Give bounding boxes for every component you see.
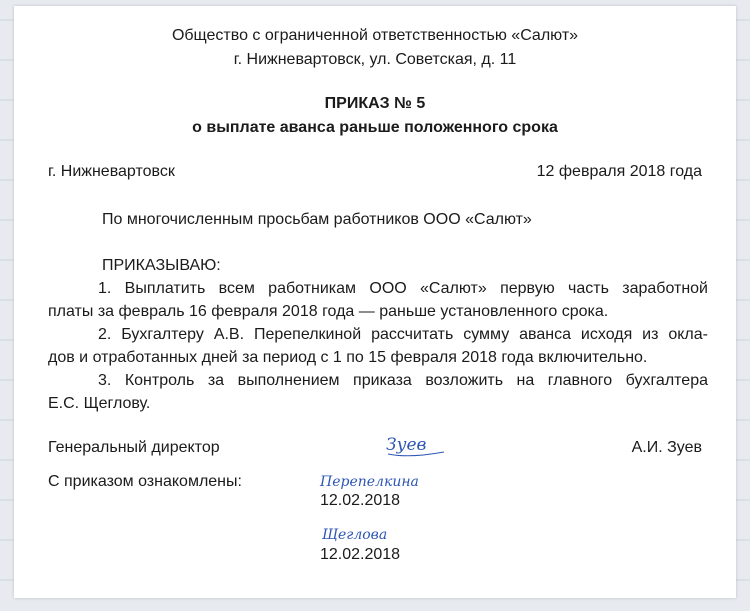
- org-address: г. Нижневартовск, ул. Советская, д. 11: [233, 51, 517, 68]
- item-1-line-2: платы за февраль 16 февраля 2018 года — раньше установленного срока.: [48, 303, 609, 320]
- city: г. Нижневартовск: [48, 163, 175, 180]
- director-name: А.И. Зуев: [631, 439, 702, 456]
- order-word: ПРИКАЗЫВАЮ:: [102, 257, 221, 274]
- item-2-line-2: дов и отработанных дней за период с 1 по 15 февраля 2018 года включительно.: [48, 349, 648, 366]
- director-title: Генеральный директор: [48, 439, 220, 456]
- svg-text:Зуев: Зуев: [386, 435, 427, 455]
- item-3-line-1: 3. Контроль за выполнением приказа возложить на главного бухгалтера: [98, 372, 708, 389]
- order-subject: о выплате аванса раньше положенного срока: [192, 119, 558, 136]
- sign2-date: 12.02.2018: [320, 546, 401, 563]
- svg-text:Перепелкина: Перепелкина: [320, 474, 419, 490]
- document-page: [14, 6, 736, 598]
- org-name: Общество с ограниченной ответственностью «Салют»: [171, 27, 579, 44]
- signature-shcheglova: [314, 519, 414, 547]
- acquainted-label: С приказом ознакомлены:: [48, 473, 242, 490]
- director-signature: [382, 428, 452, 460]
- item-2-line-1: 2. Бухгалтеру А.В. Перепелкиной рассчитать сумму аванса исходя из окла-: [98, 326, 708, 343]
- svg-text:Щеглова: Щеглова: [322, 527, 388, 543]
- item-1-line-1: 1. Выплатить всем работникам ООО «Салют» первую часть заработной: [98, 280, 708, 297]
- order-date: 12 февраля 2018 года: [536, 163, 702, 180]
- order-title: ПРИКАЗ № 5: [324, 95, 426, 112]
- sign1-date: 12.02.2018: [320, 492, 401, 509]
- order-reason: По многочисленным просьбам работников ООО «Салют»: [102, 211, 532, 228]
- item-3-line-2: Е.С. Щеглову.: [48, 395, 151, 412]
